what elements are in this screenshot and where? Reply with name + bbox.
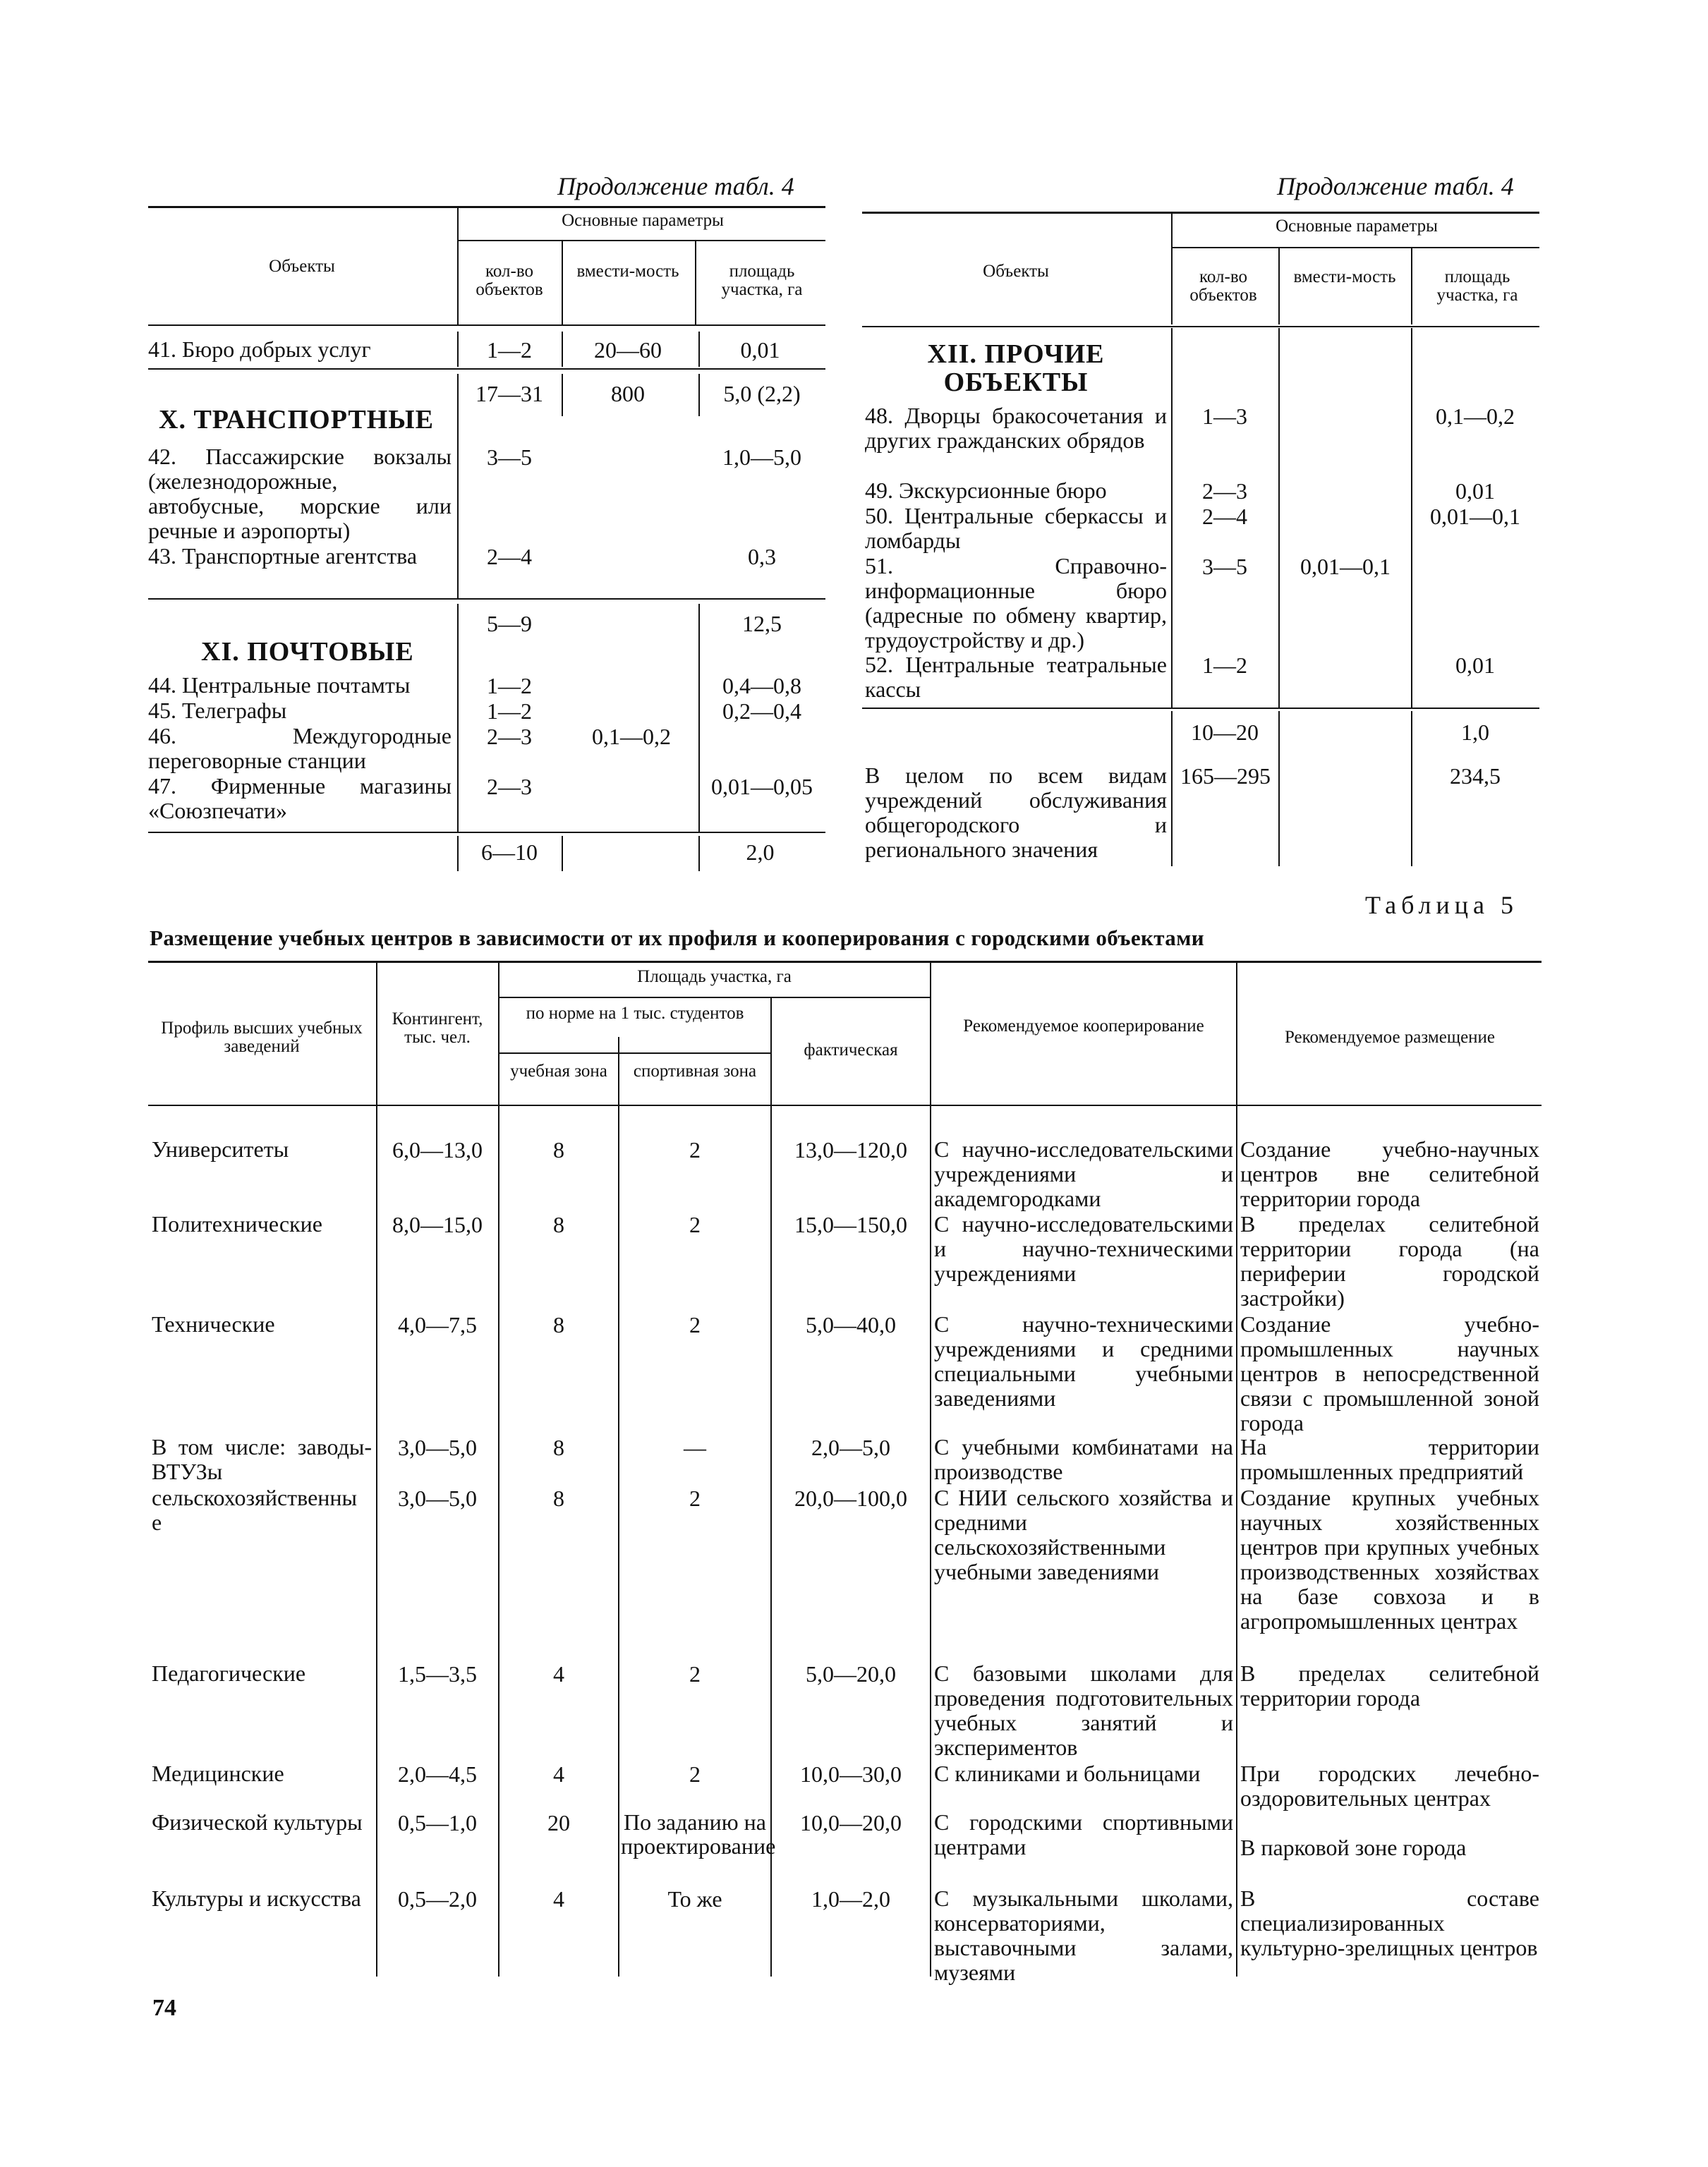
section-xi-area: 12,5 xyxy=(742,611,782,636)
row-44-area: 0,4—0,8 xyxy=(722,673,801,698)
right-body-divider xyxy=(1411,328,1412,708)
t5-row-4-coop: С учебными комбинатами на производстве xyxy=(934,1434,1233,1484)
row-45-area: 0,2—0,4 xyxy=(722,698,801,724)
t5-row-6-actual: 5,0—20,0 xyxy=(806,1661,896,1687)
t5-row-9-profile: Культуры и искусства xyxy=(152,1886,361,1911)
final-divider xyxy=(562,836,563,871)
t5-row-9-coop: С музыкальными школами, консерваториями, выставочными залами, музеями xyxy=(934,1886,1233,1985)
t5-row-8-study: 20 xyxy=(547,1810,570,1835)
right-objects-header: Объекты xyxy=(983,262,1049,281)
t5-row-2-contingent: 8,0—15,0 xyxy=(392,1212,483,1237)
t5-row-1-coop: С научно-исследовательскими учреждениями и академгородками xyxy=(934,1136,1233,1211)
t5-row-5-contingent: 3,0—5,0 xyxy=(398,1486,477,1511)
row-47-name: 47. Фирменные магазины «Союзпечати» xyxy=(148,773,452,823)
row-41-area: 0,01 xyxy=(740,337,780,363)
final-area: 2,0 xyxy=(746,839,775,865)
t5-row-1-profile: Университеты xyxy=(152,1136,289,1162)
row-47-area: 0,01—0,05 xyxy=(711,774,813,799)
right-area-header: площадь участка, га xyxy=(1436,267,1518,305)
row-48-count: 1—3 xyxy=(1202,403,1247,429)
right-table-top-rule xyxy=(862,212,1539,214)
grand-total-area: 234,5 xyxy=(1450,763,1501,789)
t5-row-5-placement: Создание крупных учебных научных хозяйственных центров при крупных учебных производственных хозяйствах на базе совхоза и в агропромышленных центрах xyxy=(1240,1485,1539,1634)
row-52-count: 1—2 xyxy=(1202,652,1247,678)
t5-row-4-profile: В том числе: заводы-ВТУЗы xyxy=(152,1434,372,1484)
row-42-count: 3—5 xyxy=(487,444,532,470)
grand-total-divider xyxy=(1278,711,1280,866)
row-46-capacity: 0,1—0,2 xyxy=(592,724,671,749)
t5-row-9-actual: 1,0—2,0 xyxy=(811,1886,890,1912)
t5-row-3-actual: 5,0—40,0 xyxy=(806,1312,896,1337)
t5-divider-4 xyxy=(770,998,772,1977)
t5-row-4-placement: На территории промышленных предприятий xyxy=(1240,1434,1539,1484)
t5-area-header: Площадь участка, га xyxy=(637,967,792,986)
t5-row-2-placement: В пределах селитебной территории города (на периферии городской застройки) xyxy=(1240,1211,1539,1311)
left-area-header: площадь участка, га xyxy=(721,262,803,300)
right-subheader-rule xyxy=(1173,247,1539,248)
t5-row-3-placement: Создание учебно-промышленных научных центров в непосредственной связи с промышленной зоной города xyxy=(1240,1311,1539,1435)
t5-row-2-study: 8 xyxy=(553,1212,564,1237)
t5-row-9-contingent: 0,5—2,0 xyxy=(398,1886,477,1912)
row-43-name: 43. Транспортные агентства xyxy=(148,543,418,569)
t5-row-9-study: 4 xyxy=(553,1886,564,1912)
t5-row-5-sport: 2 xyxy=(689,1486,701,1511)
row-41-capacity: 20—60 xyxy=(594,337,662,363)
row-46-count: 2—3 xyxy=(487,724,532,749)
t5-row-2-coop: С научно-исследовательскими и научно-техническими учреждениями xyxy=(934,1211,1233,1286)
t5-row-7-coop: С клиниками и больницами xyxy=(934,1761,1201,1786)
section-xi-divider xyxy=(457,604,459,833)
t5-profile-header: Профиль высших учебных заведений xyxy=(161,1019,363,1057)
row-43-area: 0,3 xyxy=(748,544,776,569)
row-50-count: 2—4 xyxy=(1202,504,1247,529)
row-49-count: 2—3 xyxy=(1202,478,1247,504)
t5-row-2-profile: Политехнические xyxy=(152,1211,322,1237)
t5-row-5-actual: 20,0—100,0 xyxy=(794,1486,907,1511)
t5-row-1-placement: Создание учебно-научных центров вне селитебной территории города xyxy=(1240,1136,1539,1211)
row-50-name: 50. Центральные сберкассы и ломбарды xyxy=(865,503,1167,553)
right-capacity-header: вмести-мость xyxy=(1293,267,1396,286)
t5-row-8-sport: По заданию на проектирование xyxy=(621,1809,776,1859)
right-body-divider xyxy=(1171,328,1173,708)
section-xii-title: XII. ПРОЧИЕ ОБЪЕКТЫ xyxy=(927,339,1105,397)
table5-title: Размещение учебных центров в зависимости от их профиля и кооперирования с городскими объектами xyxy=(150,925,1204,950)
row-51-name: 51. Справочно-информационные бюро (адресные по обмену квартир, трудоустройству и др.) xyxy=(865,553,1167,652)
right-col-divider-1 xyxy=(1278,247,1280,324)
left-table-top-rule xyxy=(148,206,825,208)
t5-row-7-study: 4 xyxy=(553,1761,564,1787)
t5-row-1-sport: 2 xyxy=(689,1137,701,1163)
row-43-count: 2—4 xyxy=(487,544,532,569)
t5-row-3-contingent: 4,0—7,5 xyxy=(398,1312,477,1337)
grand-total-count: 165—295 xyxy=(1180,763,1271,789)
t5-divider-1 xyxy=(376,961,377,1977)
t5-row-7-sport: 2 xyxy=(689,1761,701,1787)
t5-row-6-placement: В пределах селитебной территории города xyxy=(1240,1661,1539,1711)
grand-total-divider xyxy=(1171,711,1173,866)
t5-row-8-profile: Физической культуры xyxy=(152,1809,363,1835)
row-42-area: 1,0—5,0 xyxy=(722,444,801,470)
row-41-divider xyxy=(562,332,563,367)
t5-row-4-sport: — xyxy=(684,1435,706,1460)
t5-row-2-sport: 2 xyxy=(689,1212,701,1237)
t5-row-6-coop: С базовыми школами для проведения подготовительных учебных занятий и экспериментов xyxy=(934,1661,1233,1760)
section-x-title: X. ТРАНСПОРТНЫЕ xyxy=(159,405,434,435)
t5-actual-header: фактическая xyxy=(804,1040,898,1060)
grand-total-divider xyxy=(1411,711,1412,866)
section-xii-area: 1,0 xyxy=(1461,720,1489,745)
section-xi-bottom-rule xyxy=(148,832,825,833)
section-xii-bottom-rule xyxy=(862,708,1539,709)
t5-row-5-profile: сельскохозяйственные xyxy=(152,1485,358,1535)
t5-row-3-sport: 2 xyxy=(689,1312,701,1337)
t5-row-8-contingent: 0,5—1,0 xyxy=(398,1810,477,1835)
row-41-divider xyxy=(698,332,700,367)
row-48-area: 0,1—0,2 xyxy=(1436,403,1515,429)
t5-study-header: учебная зона xyxy=(510,1062,607,1081)
row-51-capacity: 0,01—0,1 xyxy=(1300,554,1391,579)
section-xi-title: XI. ПОЧТОВЫЕ xyxy=(201,637,414,667)
t5-placement-header: Рекомендуемое размещение xyxy=(1284,1028,1496,1047)
row-41-name: 41. Бюро добрых услуг xyxy=(148,336,371,362)
t5-coop-header: Рекомендуемое кооперирование xyxy=(963,1016,1204,1036)
t5-row-7-actual: 10,0—30,0 xyxy=(800,1761,902,1787)
row-50-area: 0,01—0,1 xyxy=(1430,504,1520,529)
t5-row-3-study: 8 xyxy=(553,1312,564,1337)
row-41-bottom-rule xyxy=(148,368,825,370)
table5-label: Таблица 5 xyxy=(1365,891,1518,919)
t5-divider-3 xyxy=(618,1037,619,1977)
right-count-header: кол-во объектов xyxy=(1189,267,1257,305)
section-x-divider xyxy=(698,374,700,416)
left-col-divider-1 xyxy=(562,240,563,324)
t5-norm-rule xyxy=(499,1052,770,1054)
t5-divider-5 xyxy=(930,961,931,1977)
left-header-bottom-rule xyxy=(148,324,825,326)
final-divider xyxy=(698,836,700,871)
t5-row-4-actual: 2,0—5,0 xyxy=(811,1435,890,1460)
t5-sport-header: спортивная зона xyxy=(633,1062,757,1081)
row-52-area: 0,01 xyxy=(1455,652,1495,678)
t5-contingent-header: Контингент, тыс. чел. xyxy=(392,1009,483,1048)
row-48-name: 48. Дворцы бракосочетания и других гражданских обрядов xyxy=(865,403,1167,453)
t5-row-3-profile: Технические xyxy=(152,1311,275,1337)
left-main-params-header: Основные параметры xyxy=(562,211,724,230)
t5-norm-header: по норме на 1 тыс. студентов xyxy=(526,1004,744,1023)
t5-row-7-contingent: 2,0—4,5 xyxy=(398,1761,477,1787)
t5-row-1-actual: 13,0—120,0 xyxy=(794,1137,907,1163)
row-45-count: 1—2 xyxy=(487,698,532,724)
t5-row-6-study: 4 xyxy=(553,1661,564,1687)
t5-row-5-coop: С НИИ сельского хозяйства и средними сельскохозяйственными учебными заведениями xyxy=(934,1485,1233,1584)
right-col-divider-2 xyxy=(1411,247,1412,324)
section-x-count: 17—31 xyxy=(476,381,543,406)
left-count-header: кол-во объектов xyxy=(476,262,543,300)
section-x-bottom-rule xyxy=(148,598,825,600)
final-count: 6—10 xyxy=(481,839,538,865)
right-body-divider xyxy=(1278,328,1280,708)
t5-row-8-placement: В парковой зоне города xyxy=(1240,1835,1467,1860)
t5-row-7-placement: При городских лечебно-оздоровительных центрах xyxy=(1240,1761,1539,1811)
page-number: 74 xyxy=(152,1995,176,2021)
t5-row-4-contingent: 3,0—5,0 xyxy=(398,1435,477,1460)
t5-row-5-study: 8 xyxy=(553,1486,564,1511)
row-44-count: 1—2 xyxy=(487,673,532,698)
t5-area-rule xyxy=(499,997,930,998)
right-continuation-caption: Продолжение табл. 4 xyxy=(1277,172,1514,200)
row-52-name: 52. Центральные театральные кассы xyxy=(865,652,1167,702)
t5-row-9-placement: В составе специализированных культурно-зрелищных центров xyxy=(1240,1886,1539,1960)
left-continuation-caption: Продолжение табл. 4 xyxy=(557,172,794,200)
right-table-divider xyxy=(1171,212,1173,324)
row-49-name: 49. Экскурсионные бюро xyxy=(865,478,1107,503)
t5-row-6-profile: Педагогические xyxy=(152,1661,306,1686)
row-42-name: 42. Пассажирские вокзалы (железнодорожные, автобусные, морские или речные и аэропорты) xyxy=(148,444,452,543)
right-header-bottom-rule xyxy=(862,326,1539,327)
t5-row-1-contingent: 6,0—13,0 xyxy=(392,1137,483,1163)
t5-row-8-coop: С городскими спортивными центрами xyxy=(934,1809,1233,1859)
section-x-divider xyxy=(457,374,459,600)
grand-total-name: В целом по всем видам учреждений обслуживания общегородского и регионального значения xyxy=(865,763,1167,862)
left-subheader-rule xyxy=(459,240,825,241)
row-51-count: 3—5 xyxy=(1202,554,1247,579)
t5-row-6-contingent: 1,5—3,5 xyxy=(398,1661,477,1687)
left-table-divider xyxy=(457,206,459,324)
row-46-name: 46. Междугородные переговорные станции xyxy=(148,723,452,773)
row-41-divider xyxy=(457,332,459,367)
t5-divider-6 xyxy=(1236,961,1237,1977)
t5-row-1-study: 8 xyxy=(553,1137,564,1163)
section-xii-count: 10—20 xyxy=(1191,720,1259,745)
t5-row-6-sport: 2 xyxy=(689,1661,701,1687)
right-main-params-header: Основные параметры xyxy=(1276,217,1438,236)
t5-divider-2 xyxy=(498,961,499,1977)
t5-row-3-coop: С научно-техническими учреждениями и средними специальными учебными заведениями xyxy=(934,1311,1233,1411)
t5-row-7-profile: Медицинские xyxy=(152,1761,284,1786)
section-x-divider xyxy=(562,374,563,416)
final-divider xyxy=(457,836,459,871)
section-x-capacity: 800 xyxy=(611,381,645,406)
row-44-name: 44. Центральные почтамты xyxy=(148,672,411,698)
t5-row-8-actual: 10,0—20,0 xyxy=(800,1810,902,1835)
t5-row-9-sport: То же xyxy=(667,1886,722,1912)
left-capacity-header: вмести-мость xyxy=(576,262,679,281)
row-41-count: 1—2 xyxy=(487,337,532,363)
section-xi-count: 5—9 xyxy=(487,611,532,636)
row-45-name: 45. Телеграфы xyxy=(148,698,287,723)
left-col-divider-2 xyxy=(695,240,696,324)
t5-row-4-study: 8 xyxy=(553,1435,564,1460)
left-objects-header: Объекты xyxy=(269,257,335,276)
row-49-area: 0,01 xyxy=(1455,478,1495,504)
t5-header-bottom-rule xyxy=(148,1105,1542,1106)
t5-row-2-actual: 15,0—150,0 xyxy=(794,1212,907,1237)
table5-top-rule xyxy=(148,961,1542,963)
section-x-area: 5,0 (2,2) xyxy=(723,381,801,406)
row-47-count: 2—3 xyxy=(487,774,532,799)
